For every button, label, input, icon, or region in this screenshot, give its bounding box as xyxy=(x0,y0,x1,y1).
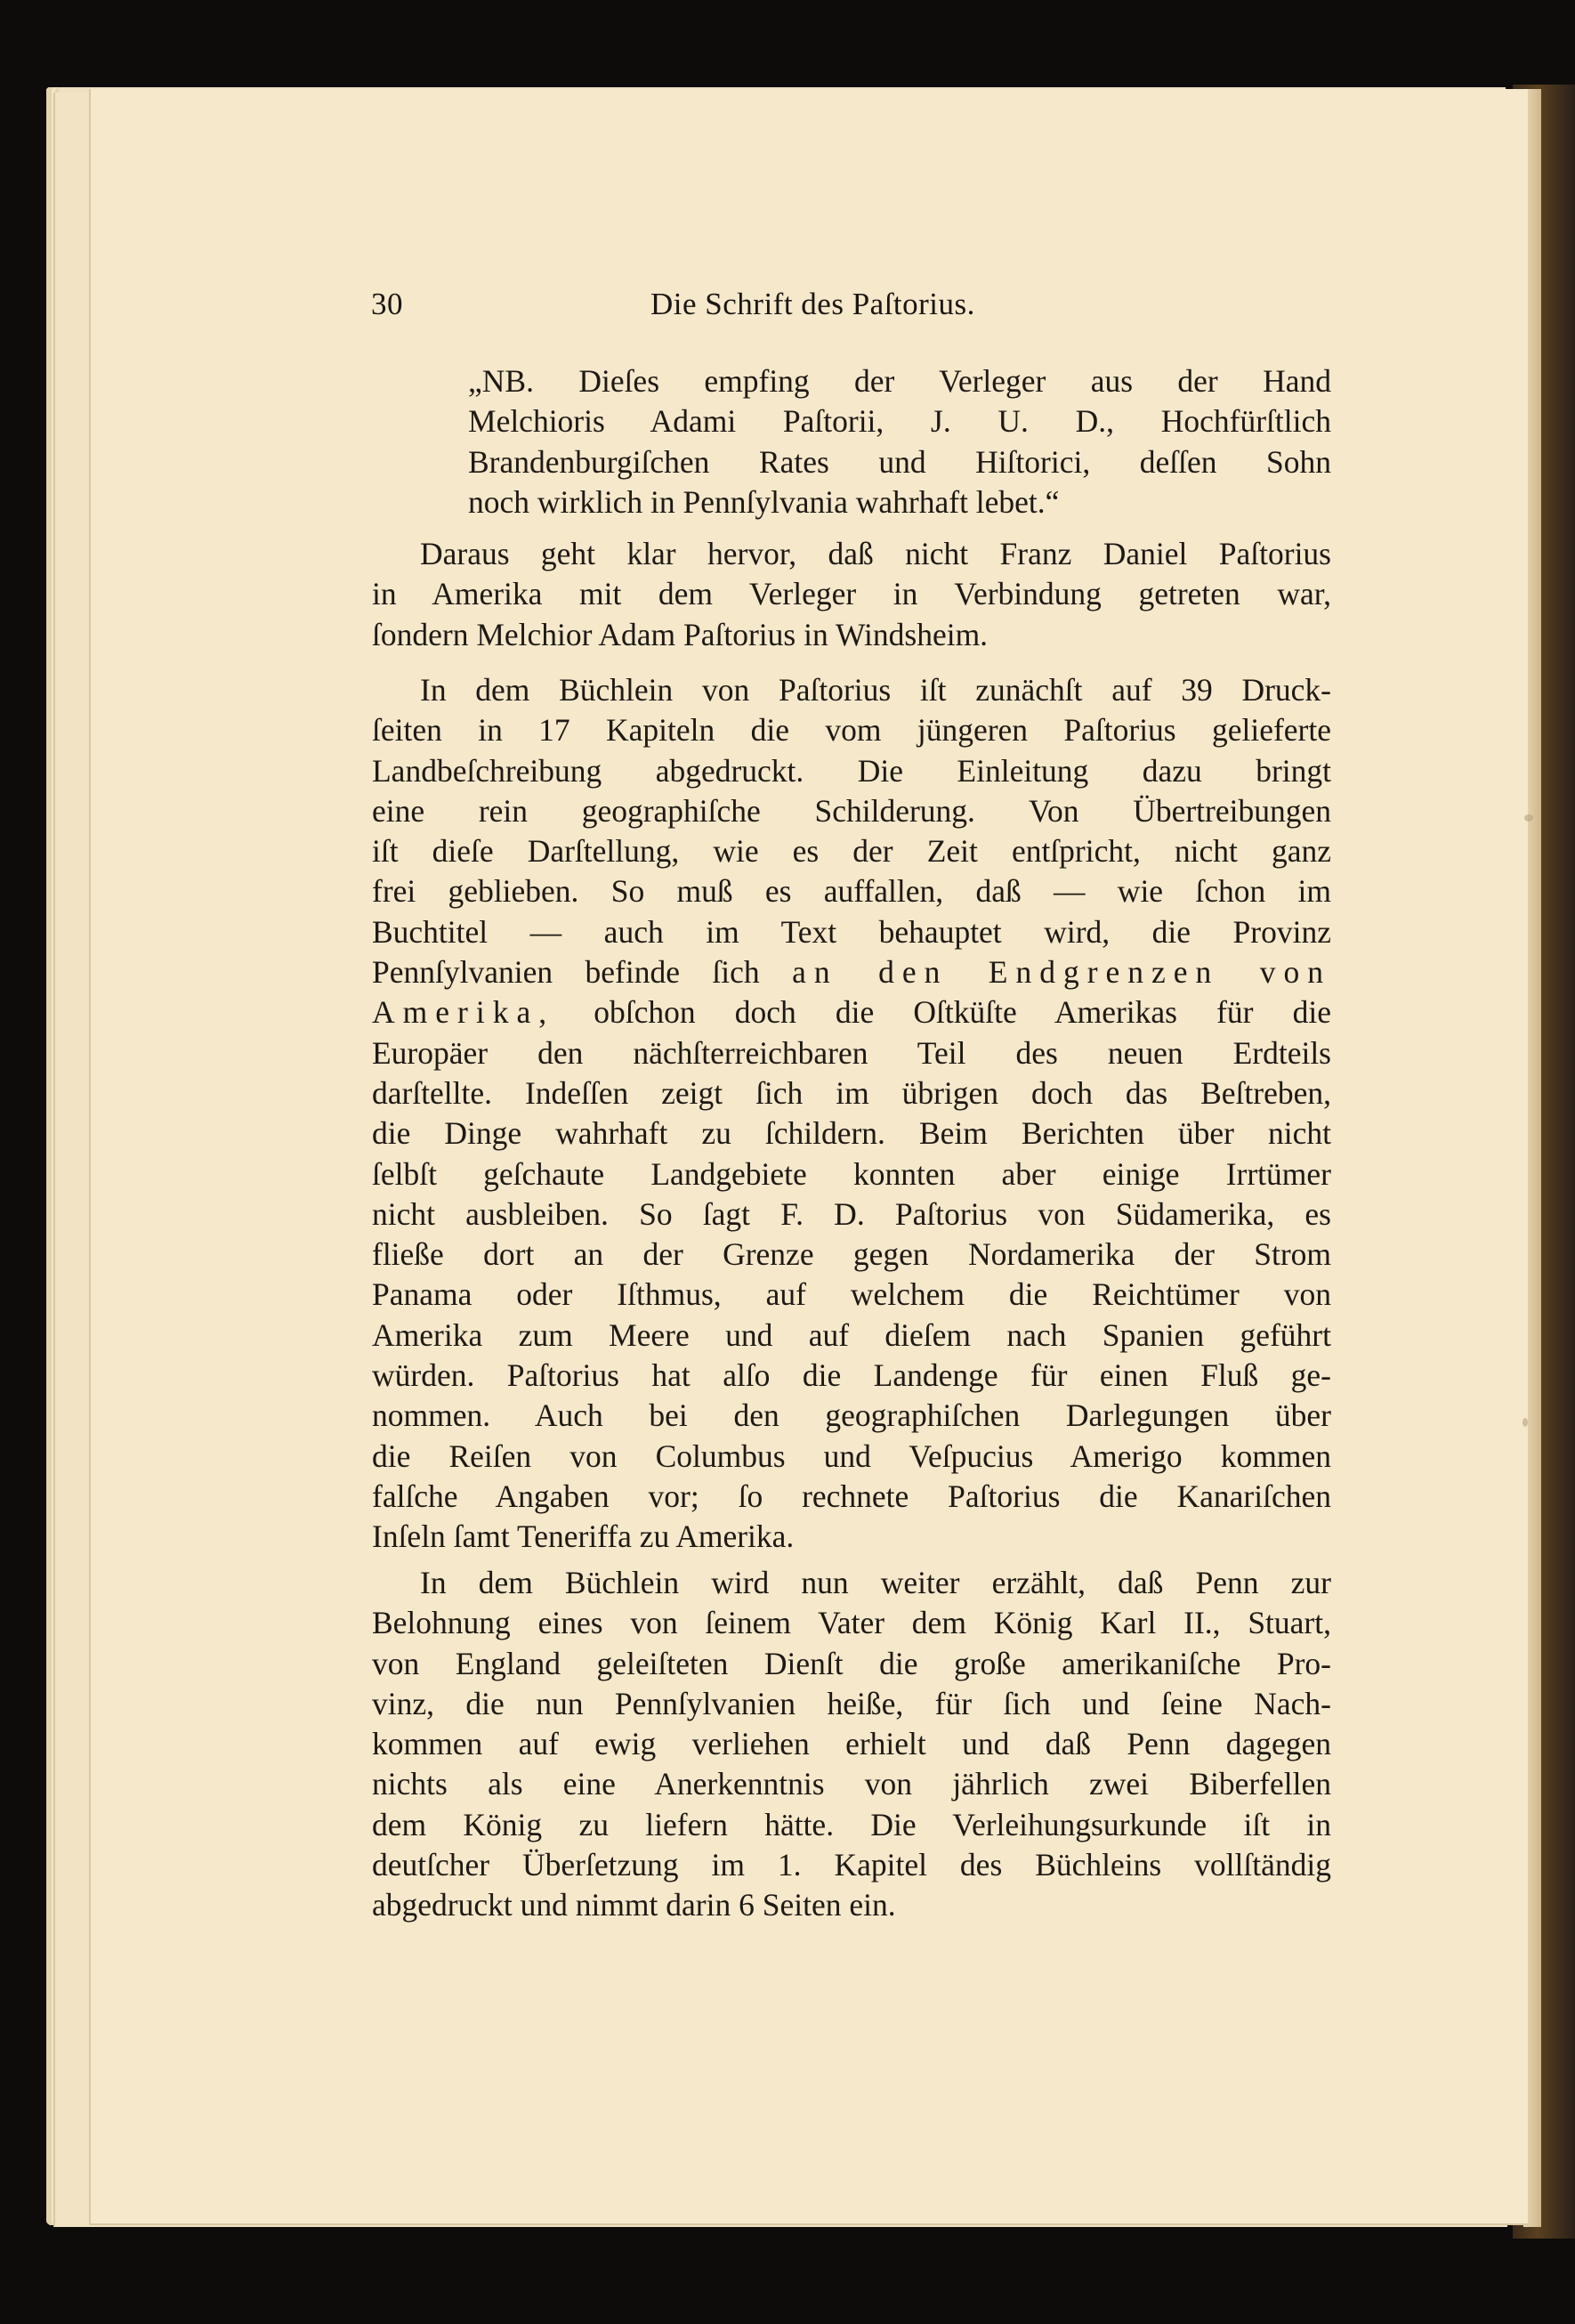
text-line: vinz, die nun Pennſylvanien heiße, für ſich und ſeine Nach- xyxy=(372,1685,1331,1721)
text-line: eine rein geographiſche Schilderung. Von Übertreibungen xyxy=(372,792,1331,829)
paragraph-2 xyxy=(372,670,1331,1558)
text-line: dem König zu liefern hätte. Die Verleihungsurkunde iſt in xyxy=(372,1806,1331,1842)
quote-line: „NB. Dieſes empfing der Verleger aus der Hand xyxy=(468,363,1331,399)
quote-line: noch wirklich in Pennſylvania wahrhaft lebet.“ xyxy=(468,483,1060,520)
paper-mark xyxy=(1522,1418,1528,1427)
text-line: Panama oder Iſthmus, auf welchem die Reichtümer von xyxy=(372,1276,1331,1313)
paper-mark xyxy=(1524,814,1533,822)
quote-block xyxy=(468,361,1331,522)
paragraph-1 xyxy=(372,534,1331,655)
text-line: in Amerika mit dem Verleger in Verbindung getreten war, xyxy=(372,576,1331,612)
text-line: die Dinge wahrhaft zu ſchildern. Beim Berichten über nicht xyxy=(372,1115,1331,1152)
text-line: ſeiten in 17 Kapiteln die vom jüngeren Paſtorius gelieferte xyxy=(372,712,1331,749)
text-fragment: obſchon doch die Oſtküſte Amerikas für die xyxy=(594,994,1332,1031)
text-line: Belohnung eines von ſeinem Vater dem König Karl II., Stuart, xyxy=(372,1605,1331,1641)
text-line: Amerika zum Meere und auf dieſem nach Spanien geführt xyxy=(372,1316,1331,1353)
text-line: abgedruckt und nimmt darin 6 Seiten ein. xyxy=(372,1887,896,1923)
text-line: nicht ausbleiben. So ſagt F. D. Paſtorius von Südamerika, es xyxy=(372,1195,1331,1232)
text-fragment: Pennſylvanien befinde ſich xyxy=(372,954,760,991)
spaced-emphasis: an den Endgrenzen von xyxy=(792,954,1331,991)
text-line: nichts als eine Anerkenntnis von jährlich zwei Biberfellen xyxy=(372,1766,1331,1802)
text-line: In dem Büchlein wird nun weiter erzählt, daß Penn zur xyxy=(420,1565,1331,1600)
text-line: Inſeln ſamt Teneriffa zu Amerika. xyxy=(372,1518,795,1555)
text-line: ſondern Melchior Adam Paſtorius in Windsheim. xyxy=(372,616,989,652)
text-line: falſche Angaben vor; ſo rechnete Paſtorius die Kanariſchen xyxy=(372,1478,1331,1514)
spaced-emphasis: Amerika, xyxy=(372,994,555,1031)
text-line: In dem Büchlein von Paſtorius iſt zunächſt auf 39 Druck- xyxy=(420,672,1331,708)
page-number: 30 xyxy=(371,287,403,321)
text-line-emphasis xyxy=(372,952,1331,992)
text-line: darſtellte. Indeſſen zeigt ſich im übrigen doch das Beſtreben, xyxy=(372,1074,1331,1111)
text-line: nommen. Auch bei den geographiſchen Darlegungen über xyxy=(372,1397,1331,1434)
text-line: Europäer den nächſterreichbaren Teil des neuen Erdteils xyxy=(372,1034,1331,1071)
text-line: die Reiſen von Columbus und Veſpucius Amerigo kommen xyxy=(372,1437,1331,1474)
text-line: deutſcher Überſetzung im 1. Kapitel des Büchleins vollſtändig xyxy=(372,1847,1331,1883)
text-line: Daraus geht klar hervor, daß nicht Franz Daniel Paſtorius xyxy=(420,536,1331,571)
text-line: Landbeſchreibung abgedruckt. Die Einleitung dazu bringt xyxy=(372,752,1331,789)
quote-line: Melchioris Adami Paſtorii, J. U. D., Hochfürſtlich xyxy=(468,403,1331,440)
text-line: Buchtitel — auch im Text behauptet wird, die Provinz xyxy=(372,913,1331,950)
text-line-emphasis xyxy=(372,992,1331,1032)
quote-line: Brandenburgiſchen Rates und Hiſtorici, deſſen Sohn xyxy=(468,443,1331,480)
text-line: fließe dort an der Grenze gegen Nordamerika der Strom xyxy=(372,1236,1331,1273)
text-line: iſt dieſe Darſtellung, wie es der Zeit entſpricht, nicht ganz xyxy=(372,833,1331,870)
running-head: Die Schrift des Paſtorius. xyxy=(650,287,975,321)
paragraph-3 xyxy=(372,1563,1331,1926)
text-line: ſelbſt geſchaute Landgebiete konnten aber einige Irrtümer xyxy=(372,1155,1331,1192)
text-line: frei geblieben. So muß es auffallen, daß — wie ſchon im xyxy=(372,873,1331,910)
text-line: von England geleiſteten Dienſt die große amerikaniſche Pro- xyxy=(372,1645,1331,1681)
text-line: würden. Paſtorius hat alſo die Landenge für einen Fluß ge- xyxy=(372,1357,1331,1394)
text-line: kommen auf ewig verliehen erhielt und daß Penn dagegen xyxy=(372,1726,1331,1762)
